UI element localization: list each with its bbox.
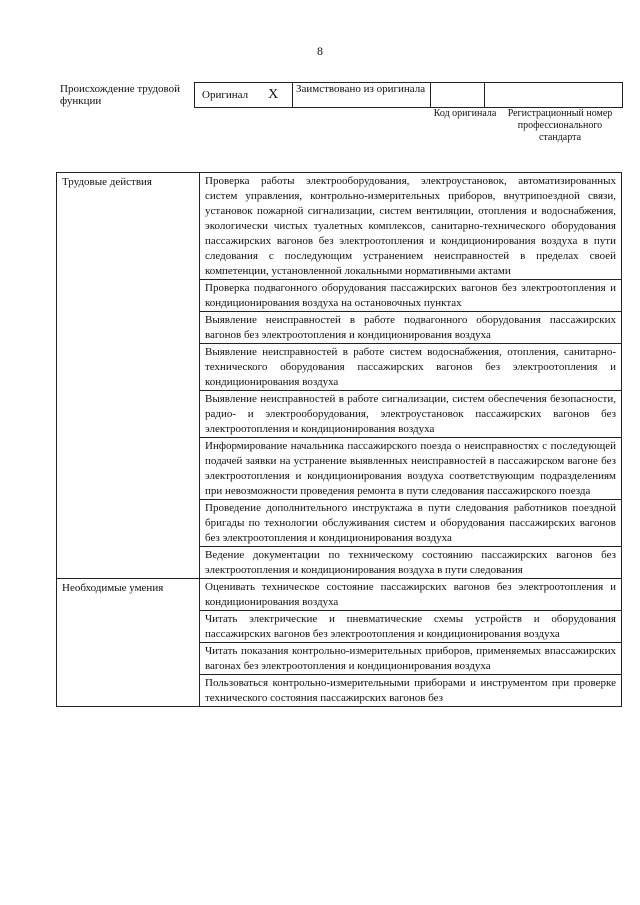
table-row: [57, 173, 622, 280]
code-caption: Код оригинала: [433, 108, 497, 119]
list-item: Проверка работы электрооборудования, электроустановок, автоматизированных систем управления, контрольно-измерительных приборов, внутрипоездной связи, установок пожарной сигнализации, систем вентиляции, отопления и водоснабжения, экологически чистых туалетных комплексов, санитарно-технического оборудования пассажирских вагонов без электроотопления и кондиционирования воздуха в пути следования с последующим устранением неисправностей в пределах своей компетенции, установленной локальными нормативными актами: [200, 173, 622, 280]
list-item: Читать показания контрольно-измерительных приборов, применяемых впассажирских вагонах без электроотопления и кондиционирования воздуха: [200, 643, 622, 675]
origin-table: [194, 82, 623, 108]
list-item: Выявление неисправностей в работе систем водоснабжения, отопления, санитарно-технического оборудования пассажирских вагонов без электроотопления и кондиционирования воздуха: [200, 344, 622, 391]
skills-header: Необходимые умения: [57, 579, 200, 707]
list-item: Читать электрические и пневматические схемы устройств и оборудования пассажирских вагонов без электроотопления и кондиционирования воздуха: [200, 611, 622, 643]
labor-actions-header: Трудовые действия: [57, 173, 200, 579]
list-item: Ведение документации по техническому состоянию пассажирских вагонов без электроотопления и кондиционирования воздуха в пути следования: [200, 547, 622, 579]
borrowed-label: Заимствовано из оригинала: [293, 83, 431, 107]
original-label: Оригинал: [202, 89, 249, 101]
reg-number-cell: [485, 83, 622, 107]
page-number: 8: [317, 44, 323, 58]
code-cell: [431, 83, 485, 107]
origin-label: Происхождение трудовой функции: [60, 83, 181, 107]
reg-caption: Регистрационный номер профессионального стандарта: [507, 108, 613, 143]
list-item: Оценивать техническое состояние пассажирских вагонов без электроотопления и кондиционирования воздуха: [200, 579, 622, 611]
table-row: [57, 579, 622, 611]
original-mark: X: [268, 87, 279, 102]
list-item: Выявление неисправностей в работе подвагонного оборудования пассажирских вагонов без электроотопления и кондиционирования воздуха: [200, 312, 622, 344]
list-item: Информирование начальника пассажирского поезда о неисправностях с последующей подачей заявки на устранение выявленных неисправностей в пассажирском вагоне без электроотопления и кондиционирования воздуха соответствующим подразделениям при невозможности проведения ремонта в пути следования пассажирского поезда: [200, 438, 622, 500]
list-item: Проверка подвагонного оборудования пассажирских вагонов без электроотопления и кондиционирования воздуха на остановочных пунктах: [200, 280, 622, 312]
functions-table: [56, 172, 622, 707]
list-item: Пользоваться контрольно-измерительными приборами и инструментом при проверке технического состояния пассажирских вагонов без: [200, 675, 622, 707]
list-item: Выявление неисправностей в работе сигнализации, систем обеспечения безопасности, радио- и электрооборудования, электроустановок пассажирских вагонов без электроотопления и кондиционирования воздуха: [200, 391, 622, 438]
list-item: Проведение дополнительного инструктажа в пути следования работников поездной бригады по технологии обслуживания систем и оборудования пассажирских вагонов без электроотопления и кондиционирования воздуха: [200, 500, 622, 547]
original-cell: [195, 83, 293, 107]
